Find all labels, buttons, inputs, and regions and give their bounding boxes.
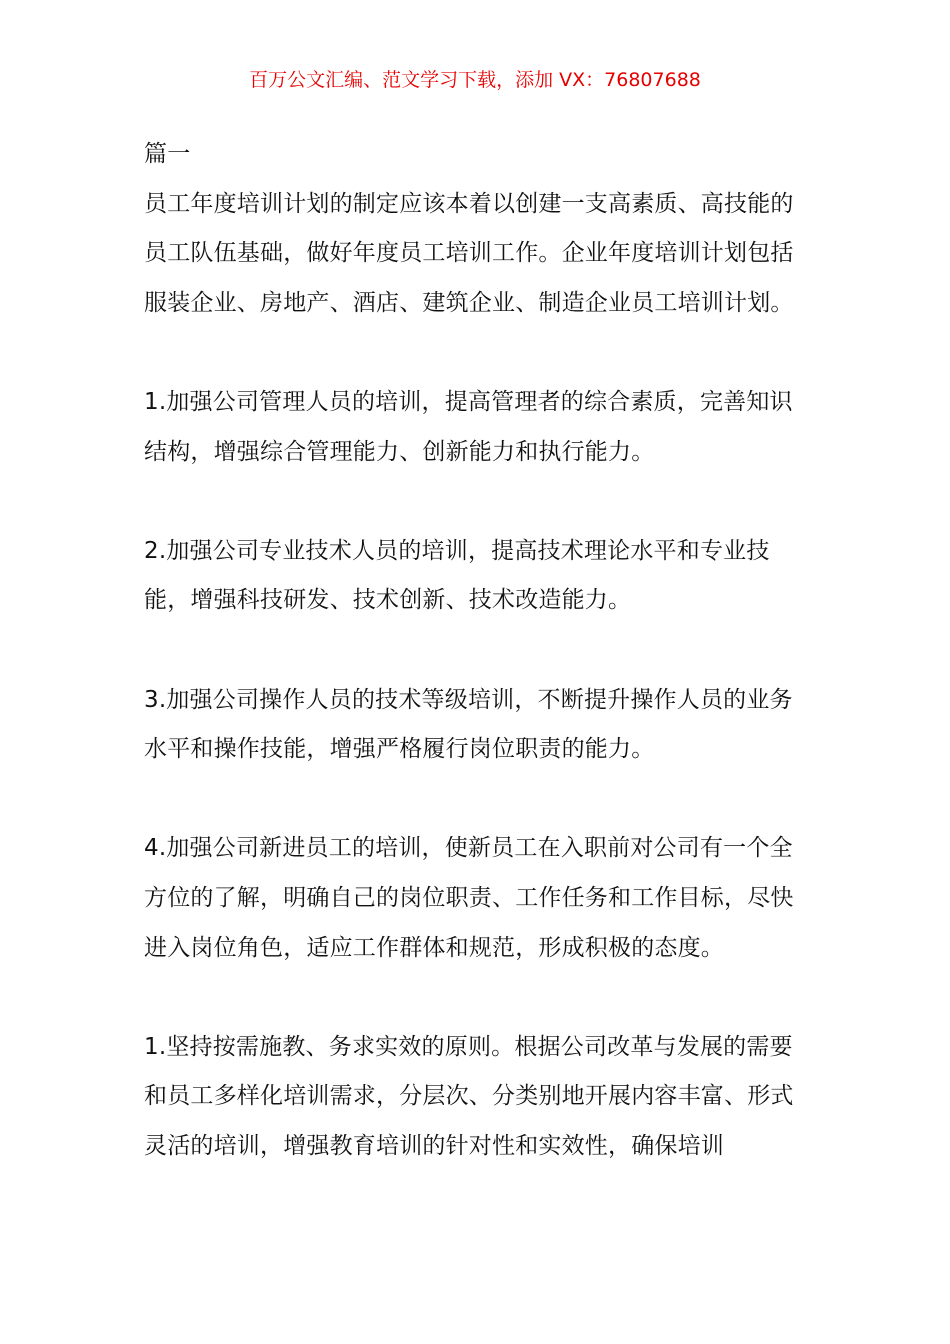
document-body: [144, 130, 809, 1171]
header-watermark-note: 百万公文汇编、范文学习下载，添加 VX：76807688: [249, 69, 701, 91]
goal-paragraph-3: 3.加强公司操作人员的技术等级培训，不断提升操作人员的业务水平和操作技能，增强严格履行岗位职责的能力。: [144, 686, 793, 763]
goal-paragraph-2: 2.加强公司专业技术人员的培训，提高技术理论水平和专业技能，增强科技研发、技术创新、技术改造能力。: [144, 537, 770, 614]
goal-paragraph-1: 1.加强公司管理人员的培训，提高管理者的综合素质，完善知识结构，增强综合管理能力、创新能力和执行能力。: [144, 388, 793, 465]
intro-paragraph: 员工年度培训计划的制定应该本着以创建一支高素质、高技能的员工队伍基础，做好年度员工培训工作。企业年度培训计划包括服装企业、房地产、酒店、建筑企业、制造企业员工培训计划。: [144, 190, 794, 316]
goal-paragraph-4: 4.加强公司新进员工的培训，使新员工在入职前对公司有一个全方位的了解，明确自己的岗位职责、工作任务和工作目标，尽快进入岗位角色，适应工作群体和规范，形成积极的态度。: [144, 835, 794, 961]
principle-paragraph-1: 1.坚持按需施教、务求实效的原则。根据公司改革与发展的需要和员工多样化培训需求，分层次、分类别地开展内容丰富、形式灵活的培训，增强教育培训的针对性和实效性，确保培训: [144, 1033, 794, 1159]
section-title: 篇一: [144, 141, 191, 167]
